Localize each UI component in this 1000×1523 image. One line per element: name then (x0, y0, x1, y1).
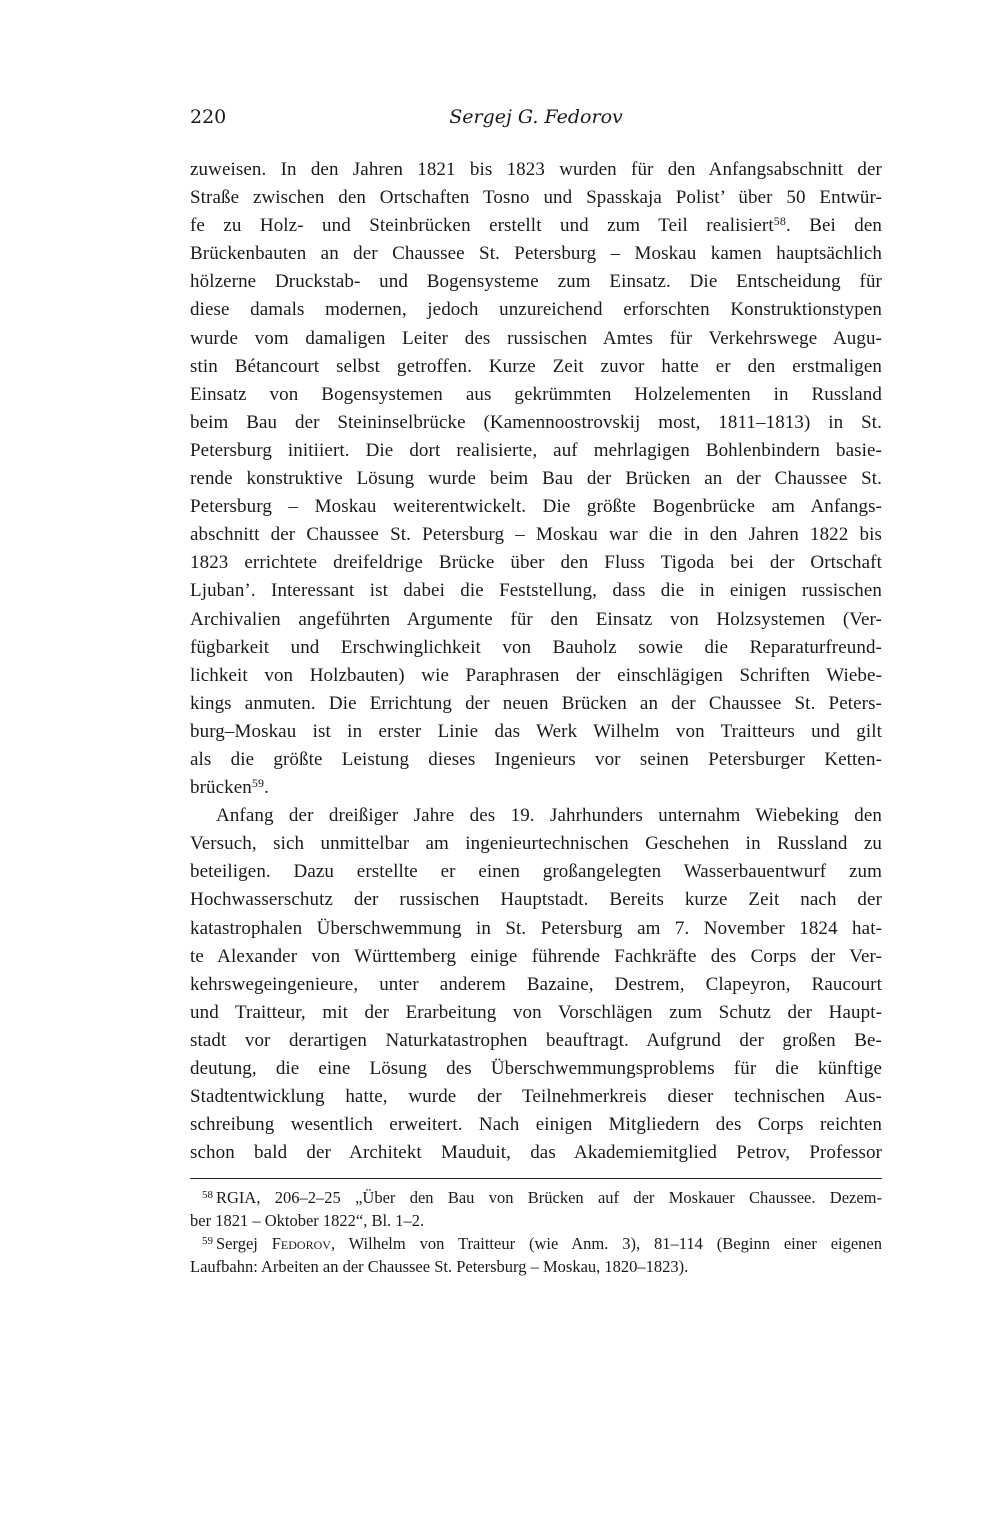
text-segment: . (264, 777, 269, 799)
text-line: 1823 errichtete dreifeldrige Brücke über den Fluss Tigoda bei der Ortschaft (190, 552, 882, 574)
text-line: schon bald der Architekt Mauduit, das Akademiemitglied Petrov, Professor (190, 1142, 882, 1164)
text-segment: . Bei den (785, 215, 883, 237)
text-line: deutung, die eine Lösung des Überschwemmungsproblems für die künftige (190, 1058, 882, 1079)
text-line: katastrophalen Überschwemmung in St. Petersburg am 7. November 1824 hat- (190, 917, 882, 939)
text-line: Einsatz von Bogensystemen aus gekrümmten Holzelementen in Russland (190, 383, 882, 405)
text-line: fügbarkeit und Erschwinglichkeit von Bauholz sowie die Reparaturfreund- (190, 636, 882, 658)
text-line: Anfang der dreißiger Jahre des 19. Jahrhunders unternahm Wiebeking den (216, 805, 882, 827)
text-line: kehrswegeingenieure, unter anderem Bazaine, Destrem, Clapeyron, Raucourt (190, 973, 882, 995)
footnote-ref-58[interactable]: 58 (773, 214, 786, 229)
footnote-59-cont: Laufbahn: Arbeiten an der Chaussee St. Petersburg – Moskau, 1820–1823). (190, 1257, 689, 1276)
text-segment: brücken (190, 777, 252, 799)
text-line: te Alexander von Württemberg einige führende Fachkräfte des Corps der Ver- (190, 945, 882, 967)
running-head (190, 104, 882, 130)
footnote-text: RGIA, 206–2–25 „Über den Bau von Brücken auf der Moskauer Chaussee. Dezem- (216, 1188, 882, 1207)
text-line (190, 774, 882, 802)
text-line: rende konstruktive Lösung wurde beim Bau der Brücken an der Chaussee St. (190, 468, 882, 490)
text-line: Archivalien angeführten Argumente für den Einsatz von Holzsystemen (Ver- (190, 608, 882, 630)
footnotes (190, 1186, 882, 1278)
footnote-divider (190, 1178, 882, 1179)
text-line: schreibung wesentlich erweitert. Nach einigen Mitgliedern des Corps reichten (190, 1114, 882, 1136)
book-page (190, 0, 882, 1523)
footnote-number: 59 (202, 1235, 213, 1247)
text-line: Versuch, sich unmittelbar am ingenieurtechnischen Geschehen in Russland zu (190, 833, 882, 855)
text-line: Petersburg initiiert. Die dort realisierte, auf mehrlagigen Bohlenbindern basie- (190, 439, 882, 461)
footnote-author-surname: Fedorov (271, 1234, 331, 1253)
text-line: burg–Moskau ist in erster Linie das Werk Wilhelm von Traitteurs und gilt (190, 720, 882, 742)
footnote-number: 58 (202, 1189, 213, 1201)
text-line: beim Bau der Steininselbrücke (Kamennoostrovskij most, 1811–1813) in St. (190, 411, 882, 433)
text-line: stadt vor derartigen Naturkatastrophen beauftragt. Aufgrund der großen Be- (190, 1029, 882, 1051)
text-line: und Traitteur, mit der Erarbeitung von Vorschlägen zum Schutz der Haupt- (190, 1001, 882, 1023)
text-line: diese damals modernen, jedoch unzureichend erforschten Konstruktionstypen (190, 299, 882, 321)
text-line: Straße zwischen den Ortschaften Tosno und Spasskaja Polist’ über 50 Entwür- (190, 187, 882, 209)
text-line: kings anmuten. Die Errichtung der neuen Brücken an der Chaussee St. Peters- (190, 692, 882, 714)
text-line: lichkeit von Holzbauten) wie Paraphrasen der einschlägigen Schriften Wiebe- (190, 664, 882, 686)
footnote-58-cont: ber 1821 – Oktober 1822“, Bl. 1–2. (190, 1211, 425, 1230)
text-segment: fe zu Holz- und Steinbrücken erstellt und zum Teil realisiert (190, 215, 774, 237)
footnote-58 (190, 1186, 882, 1209)
text-line: wurde vom damaligen Leiter des russischen Amtes für Verkehrswege Augu- (190, 327, 882, 349)
text-line: Hochwasserschutz der russischen Hauptstadt. Bereits kurze Zeit nach der (190, 889, 882, 911)
text-line: abschnitt der Chaussee St. Petersburg – Moskau war die in den Jahren 1822 bis (190, 524, 882, 546)
text-line (190, 212, 882, 240)
text-line: Petersburg – Moskau weiterentwickelt. Die größte Bogenbrücke am Anfangs- (190, 496, 882, 518)
text-line: beteiligen. Dazu erstellte er einen großangelegten Wasserbauentwurf zum (190, 861, 882, 883)
text-line: stin Bétancourt selbst getroffen. Kurze Zeit zuvor hatte er den erstmaligen (190, 355, 882, 377)
footnote-text: Sergej (216, 1234, 272, 1253)
footnote-ref-59[interactable]: 59 (251, 776, 265, 791)
text-line: Ljuban’. Interessant ist dabei die Feststellung, dass die in einigen russischen (190, 580, 882, 602)
running-head-author: Sergej G. Fedorov (449, 106, 623, 128)
text-line: Stadtentwicklung hatte, wurde der Teilnehmerkreis dieser technischen Aus- (190, 1086, 882, 1108)
page-number: 220 (190, 106, 227, 128)
footnote-text: , Wilhelm von Traitteur (wie Anm. 3), 81–114 (Beginn einer eigenen (330, 1234, 883, 1253)
text-line: zuweisen. In den Jahren 1821 bis 1823 wurden für den Anfangsabschnitt der (190, 159, 882, 180)
text-line: hölzerne Druckstab- und Bogensysteme zum Einsatz. Die Entscheidung für (190, 271, 882, 293)
main-text (190, 156, 882, 1167)
text-line: als die größte Leistung dieses Ingenieurs vor seinen Petersburger Ketten- (190, 748, 882, 770)
footnote-59 (190, 1232, 882, 1255)
text-line: Brückenbauten an der Chaussee St. Petersburg – Moskau kamen hauptsächlich (190, 243, 882, 265)
